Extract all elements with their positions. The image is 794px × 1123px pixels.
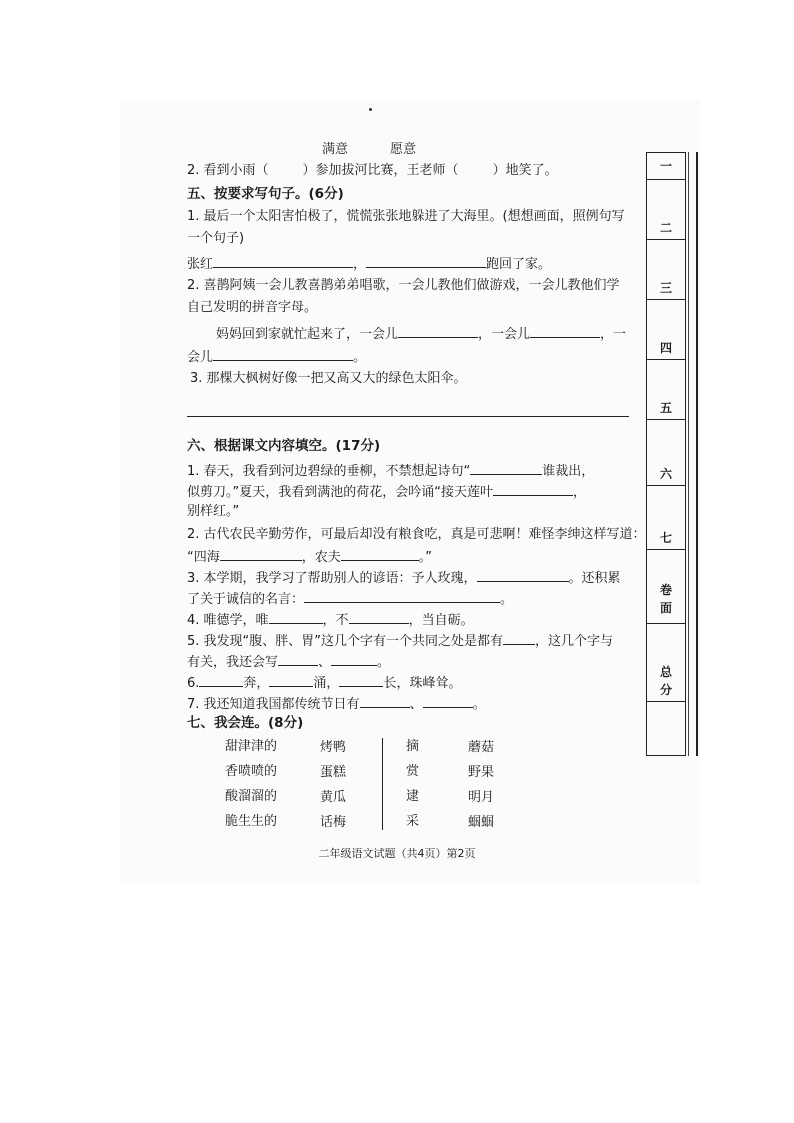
match-right-a-3[interactable]: 逮: [406, 789, 420, 804]
sec5-q2-line2: 自己发明的拼音字母。: [187, 300, 318, 315]
answer-blank[interactable]: [423, 693, 473, 708]
answer-blank[interactable]: [213, 346, 353, 361]
answer-blank[interactable]: [304, 588, 500, 603]
sec6-line-10: 有关，我还会写 、 。: [187, 651, 390, 673]
answer-blank[interactable]: [331, 651, 377, 666]
answer-blank[interactable]: [278, 651, 318, 666]
answer-blank[interactable]: [220, 546, 302, 561]
fill-question-2: 2. 看到小雨（ ）参加拔河比赛，王老师（ ）地笑了。: [187, 163, 558, 178]
match-left-b-4[interactable]: 话梅: [320, 815, 347, 830]
sec5-q3-line: 3. 那棵大枫树好像一把又高又大的绿色太阳伞。: [190, 371, 467, 386]
answer-blank[interactable]: [269, 672, 313, 687]
answer-blank[interactable]: [530, 323, 600, 338]
match-left-a-2[interactable]: 香喷喷的: [225, 764, 278, 779]
sec6-line-2: 似剪刀。”夏天，我看到满池的荷花，会吟诵“接天莲叶 ，: [187, 481, 586, 503]
header-word-1: 满意: [322, 142, 349, 157]
match-divider: [382, 738, 383, 830]
match-right-a-4[interactable]: 采: [406, 814, 420, 829]
answer-blank[interactable]: [269, 609, 323, 624]
answer-blank[interactable]: [341, 546, 419, 561]
score-label-3: 三: [659, 281, 672, 295]
score-label-1: 一: [659, 159, 672, 173]
score-label-10: 总: [659, 665, 672, 679]
match-right-b-2[interactable]: 野果: [468, 765, 495, 780]
score-label-6: 六: [659, 467, 672, 481]
answer-blank[interactable]: [339, 672, 383, 687]
match-left-b-2[interactable]: 蛋糕: [320, 765, 347, 780]
match-right-a-2[interactable]: 赏: [406, 764, 420, 779]
answer-blank[interactable]: [477, 567, 569, 582]
sec6-line-7: 了关于诚信的名言： 。: [187, 588, 513, 610]
match-right-b-1[interactable]: 蘑菇: [468, 740, 495, 755]
score-label-5: 五: [659, 401, 672, 415]
score-label-8: 卷: [659, 583, 672, 597]
answer-blank[interactable]: [366, 253, 486, 268]
score-label-2: 二: [659, 221, 672, 235]
sec6-line-4: 2. 古代农民辛勤劳作，可最后却没有粮食吃，真是可悲啊！难怪李绅这样写道：: [187, 527, 646, 542]
match-right-b-4[interactable]: 蝈蝈: [468, 815, 495, 830]
sec5-q2-fill-line2: 会儿 。: [187, 346, 366, 368]
match-left-b-1[interactable]: 烤鸭: [320, 740, 347, 755]
score-label-4: 四: [659, 341, 672, 355]
answer-blank[interactable]: [503, 630, 535, 645]
page-footer: 二年级语文试题（共4页）第2页: [318, 847, 476, 860]
sec6-line-5: “四海 ，农夫 。”: [187, 546, 432, 568]
sec5-q1-fill: 张红 ， 跑回了家。: [187, 253, 551, 275]
match-left-a-4[interactable]: 脆生生的: [225, 814, 278, 829]
answer-blank[interactable]: [470, 460, 542, 475]
sec6-line-1: 1. 春天，我看到河边碧绿的垂柳，不禁想起诗句“ 谁裁出，: [187, 460, 594, 482]
answer-blank[interactable]: [398, 323, 478, 338]
sec5-q2-line1: 2. 喜鹊阿姨一会儿教喜鹊弟弟唱歌，一会儿教他们做游戏，一会儿教他们学: [187, 278, 620, 293]
answer-blank[interactable]: [199, 672, 243, 687]
sec6-line-6: 3. 本学期，我学习了帮助别人的谚语：予人玫瑰， 。还积累: [187, 567, 621, 589]
score-label-9: 面: [659, 601, 672, 615]
sec6-line-11: 6. 奔， 涌， 长，珠峰耸。: [187, 672, 461, 694]
section-7-title: 七、我会连。(8分): [187, 715, 304, 731]
sec6-line-12: 7. 我还知道我国都传统节日有 、 。: [187, 693, 486, 715]
section-5-title: 五、按要求写句子。(6分): [187, 186, 344, 202]
match-left-b-3[interactable]: 黄瓜: [320, 790, 347, 805]
sec6-line-3: 别样红。”: [187, 504, 240, 519]
answer-blank[interactable]: [360, 693, 410, 708]
score-border-outer: [696, 152, 698, 756]
section-6-title: 六、根据课文内容填空。(17分): [187, 438, 381, 454]
answer-line[interactable]: [187, 416, 629, 417]
score-border: [688, 152, 689, 756]
sec5-q1-line2: 一个句子): [187, 231, 245, 246]
scan-dot: [369, 108, 372, 111]
sec6-line-8: 4. 唯德学，唯 ，不 ，当自砺。: [187, 609, 474, 631]
match-left-a-1[interactable]: 甜津津的: [225, 739, 278, 754]
score-label-11: 分: [659, 683, 672, 697]
answer-blank[interactable]: [213, 253, 353, 268]
sec5-q1-line1: 1. 最后一个太阳害怕极了，慌慌张张地躲进了大海里。(想想画面，照例句写: [187, 209, 625, 224]
match-right-b-3[interactable]: 明月: [468, 790, 495, 805]
score-label-7: 七: [659, 531, 672, 545]
score-table: [646, 152, 686, 756]
sec5-q2-fill-line1: 妈妈回到家就忙起来了，一会儿 ，一会儿 ，一: [216, 323, 626, 345]
answer-blank[interactable]: [493, 481, 573, 496]
sec6-line-9: 5. 我发现“腹、胖、胃”这几个字有一个共同之处是都有 ，这几个字与: [187, 630, 613, 652]
answer-blank[interactable]: [349, 609, 409, 624]
match-left-a-3[interactable]: 酸溜溜的: [225, 789, 278, 804]
header-word-2: 愿意: [390, 142, 417, 157]
match-right-a-1[interactable]: 摘: [406, 739, 420, 754]
